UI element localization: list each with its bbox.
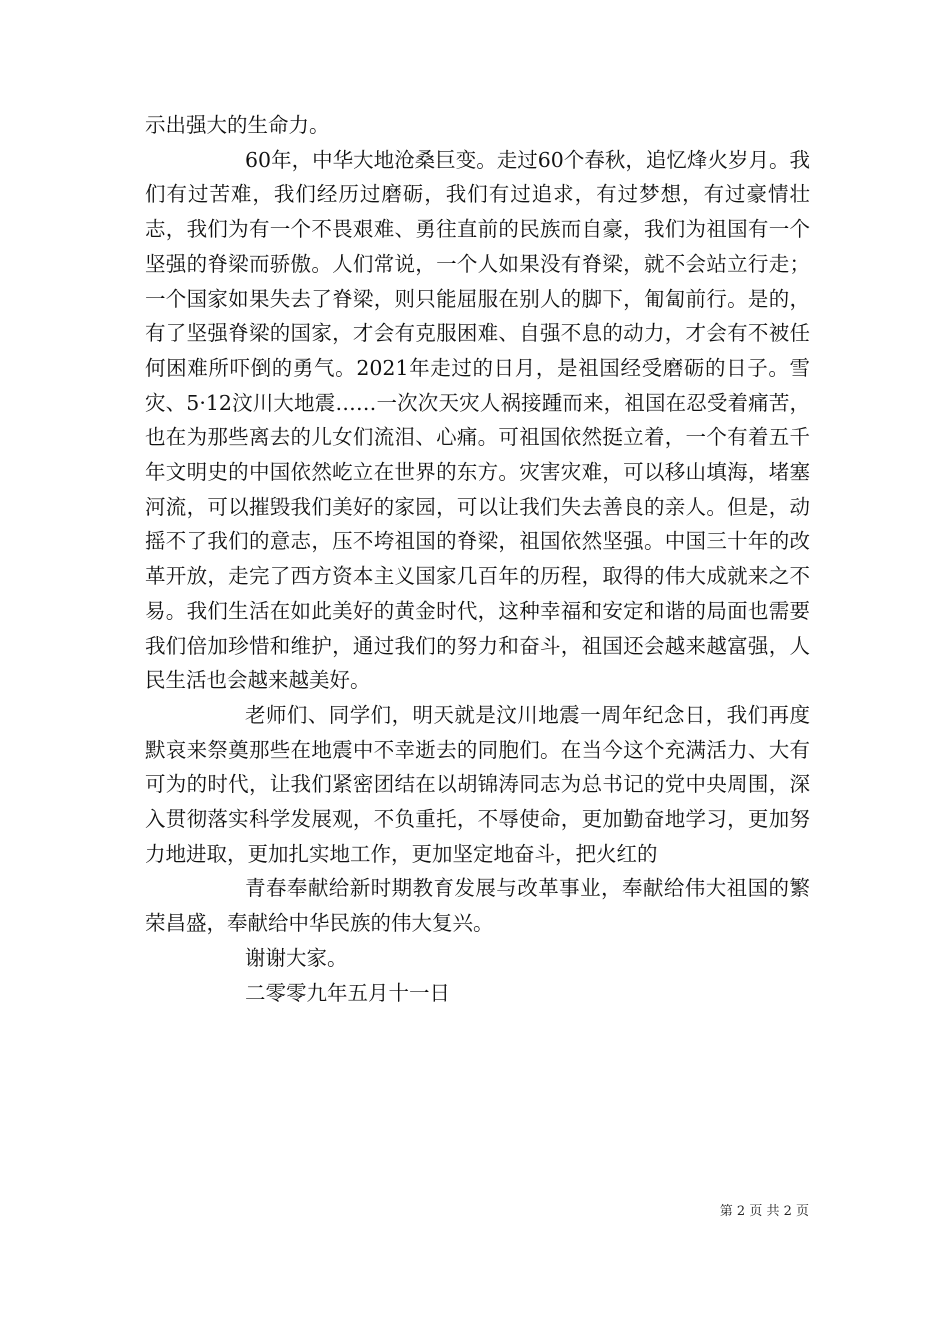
paragraph-youth-dedication: 青春奉献给新时期教育发展与改革事业，奉献给伟大祖国的繁荣昌盛，奉献给中华民族的伟大复兴。 [145, 876, 810, 936]
paragraph-sixty-years: 60年，中华大地沧桑巨变。走过60个春秋，追忆烽火岁月。我们有过苦难，我们经历过磨砺，我们有过追求，有过梦想，有过豪情壮志，我们为有一个不畏艰难、勇往直前的民族而自豪，我们为祖国有一个坚强的脊梁而骄傲。人们常说，一个人如果没有脊梁，就不会站立行走；一个国家如果失去了脊梁，则只能屈服在别人的脚下，匍匐前行。是的，有了坚强脊梁的国家，才会有克服困难、自强不息的动力，才会有不被任何困难所吓倒的勇气。2021年走过的日月，是祖国经受磨砺的日子。雪灾、5·12汶川大地震……一次次天灾人祸接踵而来，祖国在忍受着痛苦，也在为那些离去的儿女们流泪、心痛。可祖国依然挺立着，一个有着五千年文明史的中国依然屹立在世界的东方。灾害灾难，可以移山填海，堵塞河流，可以摧毁我们美好的家园，可以让我们失去善良的亲人。但是，动摇不了我们的意志，压不垮祖国的脊梁，祖国依然坚强。中国三十年的改革开放，走完了西方资本主义国家几百年的历程，取得的伟大成就来之不易。我们生活在如此美好的黄金时代，这种幸福和安定和谐的局面也需要我们倍加珍惜和维护，通过我们的努力和奋斗，祖国还会越来越富强，人民生活也会越来越美好。 [145, 147, 810, 693]
page-number: 第 2 页 共 2 页 [719, 1204, 809, 1219]
paragraph-continuation: 示出强大的生命力。 [145, 113, 330, 137]
document-date: 二零零九年五月十一日 [245, 980, 450, 1005]
document-body [145, 108, 810, 1010]
closing-thanks: 谢谢大家。 [245, 945, 348, 970]
paragraph-teachers-students: 老师们、同学们，明天就是汶川地震一周年纪念日，我们再度默哀来祭奠那些在地震中不幸逝去的同胞们。在当今这个充满活力、大有可为的时代，让我们紧密团结在以胡锦涛同志为总书记的党中央周围，深入贯彻落实科学发展观，不负重托，不辱使命，更加勤奋地学习，更加努力地进取，更加扎实地工作，更加坚定地奋斗，把火红的 [145, 702, 810, 866]
